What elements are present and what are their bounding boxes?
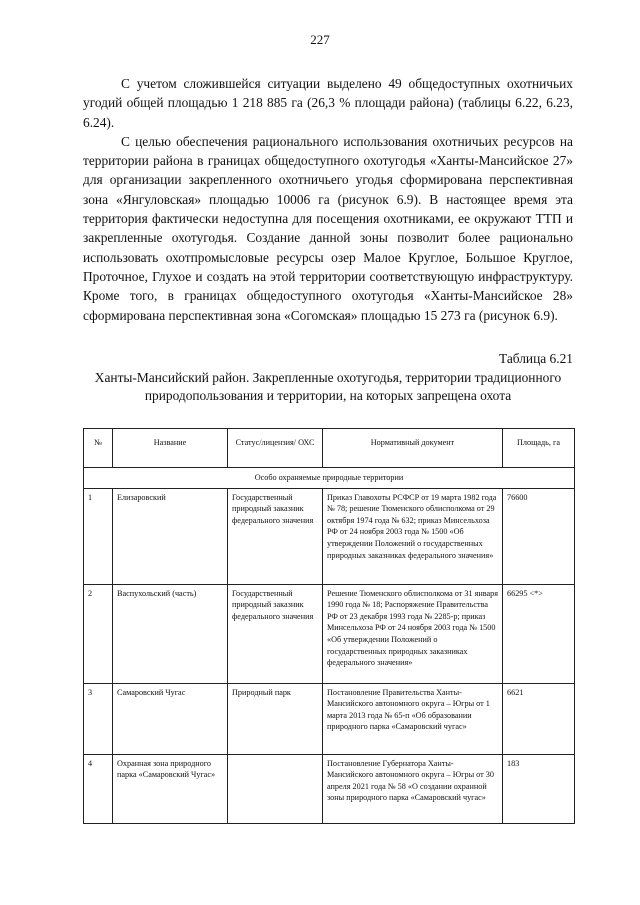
table-label: Таблица 6.21 — [498, 351, 573, 366]
table-header-row — [84, 429, 575, 468]
cell-area: 66295 <*> — [503, 584, 575, 683]
table-row — [84, 683, 575, 754]
cell-number: 4 — [84, 754, 113, 823]
cell-name: Елизаровский — [113, 488, 228, 584]
table-title: Ханты-Мансийский район. Закрепленные охотугодья, территории традиционного природопользования и территории, на которых запрещена охота — [94, 370, 562, 403]
paragraph: С целью обеспечения рационального использования охотничьих ресурсов на территории района в границах общедоступного охотугодья «Ханты-Мансийское 27» для организации закрепленного охотничьего угодья сформирована перспективная зона «Янгуловская» площадью 10006 га (рисунок 6.9). В настоящее время эта территория фактически недоступна для посещения охотниками, ее окружают ТТП и закрепленные охотугодья. Создание данной зоны позволит более рационально использовать охотпромысловые ресурсы озер Малое Круглое, Большое Круглое, Проточное, Глухое и создать на этой территории соответствующую инфраструктуру. Кроме того, в границах общедоступного охотугодья «Ханты-Мансийское 28» сформирована перспективная зона «Согомская» площадью 15 273 га (рисунок 6.9). — [83, 133, 573, 323]
table-row — [84, 584, 575, 683]
table-row — [84, 488, 575, 584]
cell-document: Приказ Главохоты РСФСР от 19 марта 1982 года № 78; решение Тюменского облисполкома от 29 октября 1974 года № 632; приказ Минсельхоза РФ от 24 ноября 2003 года № 1500 «Об утверждении Положений о государственных природных заказниках федерального значения» — [323, 488, 503, 584]
cell-number: 3 — [84, 683, 113, 754]
cell-area: 183 — [503, 754, 575, 823]
cell-area: 76600 — [503, 488, 575, 584]
cell-number: 2 — [84, 584, 113, 683]
cell-name: Васпухольский (часть) — [113, 584, 228, 683]
paragraph: С учетом сложившейся ситуации выделено 49 общедоступных охотничьих угодий общей площадью 1 218 885 га (26,3 % площади района) (таблицы 6.22, 6.23, 6.24). — [83, 76, 573, 130]
header-status: Статус/лицензия/ ОХС — [228, 429, 323, 468]
cell-document: Решение Тюменского облисполкома от 31 января 1990 года № 18; Распоряжение Правительства РФ от 23 декабря 1993 года № 2285-р; приказ Минсельхоза РФ от 24 ноября 2003 года № 1500 «Об утверждении Положений о государственных природных заказниках федерального значения» — [323, 584, 503, 683]
cell-status — [228, 754, 323, 823]
cell-name: Охранная зона природного парка «Самаровский Чугас» — [113, 754, 228, 823]
cell-document: Постановление Правительства Ханты-Мансийского автономного округа – Югры от 1 марта 2013 года № 65-п «Об образовании природного парка «Самаровский чугас» — [323, 683, 503, 754]
table-row — [84, 754, 575, 823]
cell-area: 6621 — [503, 683, 575, 754]
cell-status: Государственный природный заказник федерального значения — [228, 584, 323, 683]
page-number: 227 — [310, 32, 330, 47]
hunting-grounds-table — [83, 428, 575, 824]
cell-status: Государственный природный заказник федерального значения — [228, 488, 323, 584]
section-row — [84, 468, 575, 489]
header-document: Нормативный документ — [323, 429, 503, 468]
cell-name: Самаровский Чугас — [113, 683, 228, 754]
body-text — [83, 74, 573, 325]
header-name: Название — [113, 429, 228, 468]
cell-document: Постановление Губернатора Ханты-Мансийского автономного округа – Югры от 30 апреля 2021 года № 58 «О создании охранной зоны природного парка «Самаровский чугас» — [323, 754, 503, 823]
cell-number: 1 — [84, 488, 113, 584]
header-number: № — [84, 429, 113, 468]
section-title: Особо охраняемые природные территории — [84, 468, 575, 489]
header-area: Площадь, га — [503, 429, 575, 468]
cell-status: Природный парк — [228, 683, 323, 754]
